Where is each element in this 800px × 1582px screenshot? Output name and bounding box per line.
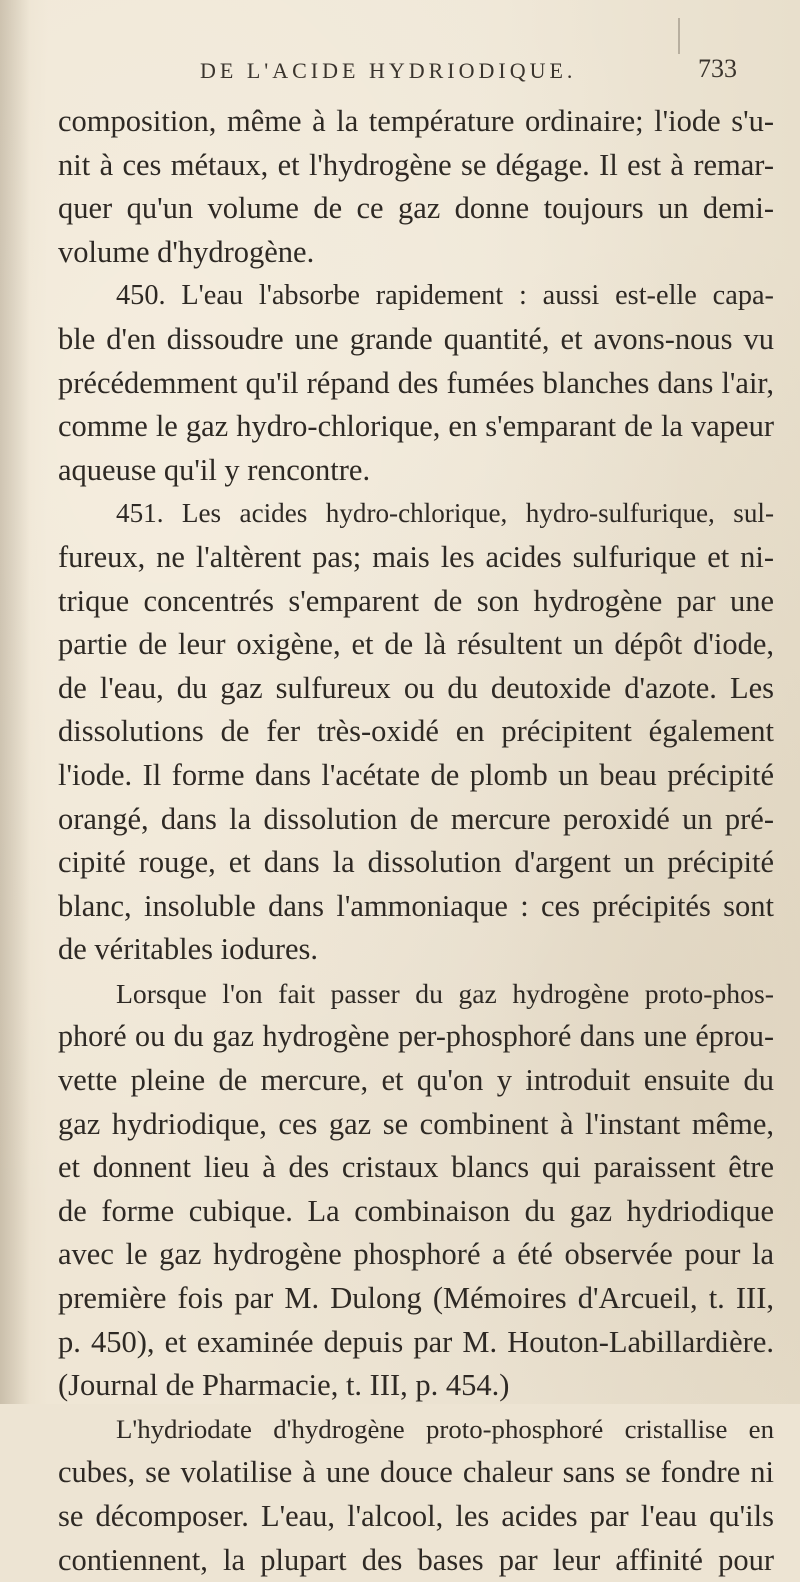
page-number: 733 — [698, 54, 737, 83]
text-line: de véritables iodures. — [58, 932, 319, 967]
text-line: vette pleine de mercure, et qu'on y introduit ensuite du — [58, 1063, 774, 1098]
text-line: l'iode. Il forme dans l'acétate de plomb un beau précipité — [58, 757, 774, 792]
text-line: avec le gaz hydrogène phosphoré a été observée pour la — [58, 1237, 774, 1272]
text-line: ble d'en dissoudre une grande quantité, et avons-nous vu — [58, 321, 774, 356]
text-line: première fois par M. Dulong (Mémoires d'Arcueil, t. III, — [58, 1281, 774, 1316]
text-line: et donnent lieu à des cristaux blancs qui paraissent être — [58, 1150, 774, 1185]
text-line: dissolutions de fer très-oxidé en précipitent également — [58, 714, 774, 749]
text-line: cipité rouge, et dans la dissolution d'argent un précipité — [58, 845, 774, 880]
text-line: L'hydriodate d'hydrogène proto-phosphoré cristallise en — [116, 1413, 774, 1444]
text-line: de forme cubique. La combinaison du gaz hydriodique — [58, 1193, 774, 1228]
page-gutter-shadow — [0, 0, 30, 1404]
text-line: aqueuse qu'il y rencontre. — [58, 452, 371, 487]
margin-mark — [678, 18, 680, 54]
text-line: (Journal de Pharmacie, t. III, p. 454.) — [58, 1368, 510, 1403]
text-line: gaz hydriodique, ces gaz se combinent à l'instant même, — [58, 1106, 774, 1141]
text-line: fureux, ne l'altèrent pas; mais les acides sulfurique et ni- — [58, 539, 774, 574]
text-line: 451. Les acides hydro-chlorique, hydro-sulfurique, sul- — [116, 498, 774, 529]
text-line: quer qu'un volume de ce gaz donne toujours un demi- — [58, 191, 774, 226]
text-line: de l'eau, du gaz sulfureux ou du deutoxide d'azote. Les — [58, 670, 774, 705]
text-line: partie de leur oxigène, et de là résultent un dépôt d'iode, — [58, 627, 774, 662]
body-text — [58, 100, 774, 1582]
text-line: orangé, dans la dissolution de mercure peroxidé un pré- — [58, 801, 774, 836]
text-line: composition, même à la température ordinaire; l'iode s'u- — [58, 104, 774, 138]
text-line: comme le gaz hydro-chlorique, en s'emparant de la vapeur — [58, 409, 774, 444]
text-line: contiennent, la plupart des bases par leur affinité pour — [58, 1542, 774, 1577]
text-line: 450. L'eau l'absorbe rapidement : aussi est-elle capa- — [116, 280, 774, 312]
text-line: p. 450), et examinée depuis par M. Houton-Labillardière. — [58, 1324, 774, 1359]
text-line: cubes, se volatilise à une douce chaleur sans se fondre ni — [58, 1455, 774, 1490]
text-line: volume d'hydrogène. — [58, 234, 315, 269]
text-line: blanc, insoluble dans l'ammoniaque : ces précipités sont — [58, 888, 774, 923]
text-line: se décomposer. L'eau, l'alcool, les acides par l'eau qu'ils — [58, 1499, 774, 1533]
running-head: DE L'ACIDE HYDRIODIQUE. — [200, 58, 577, 83]
text-line: Lorsque l'on fait passer du gaz hydrogène proto-phos- — [116, 977, 774, 1009]
text-line: nit à ces métaux, et l'hydrogène se dégage. Il est à remar- — [58, 147, 774, 182]
text-line: phoré ou du gaz hydrogène per-phosphoré dans une éprou- — [58, 1019, 774, 1054]
page-header — [0, 54, 800, 98]
text-line: précédemment qu'il répand des fumées blanches dans l'air, — [58, 365, 774, 400]
text-line: trique concentrés s'emparent de son hydrogène par une — [58, 583, 774, 618]
